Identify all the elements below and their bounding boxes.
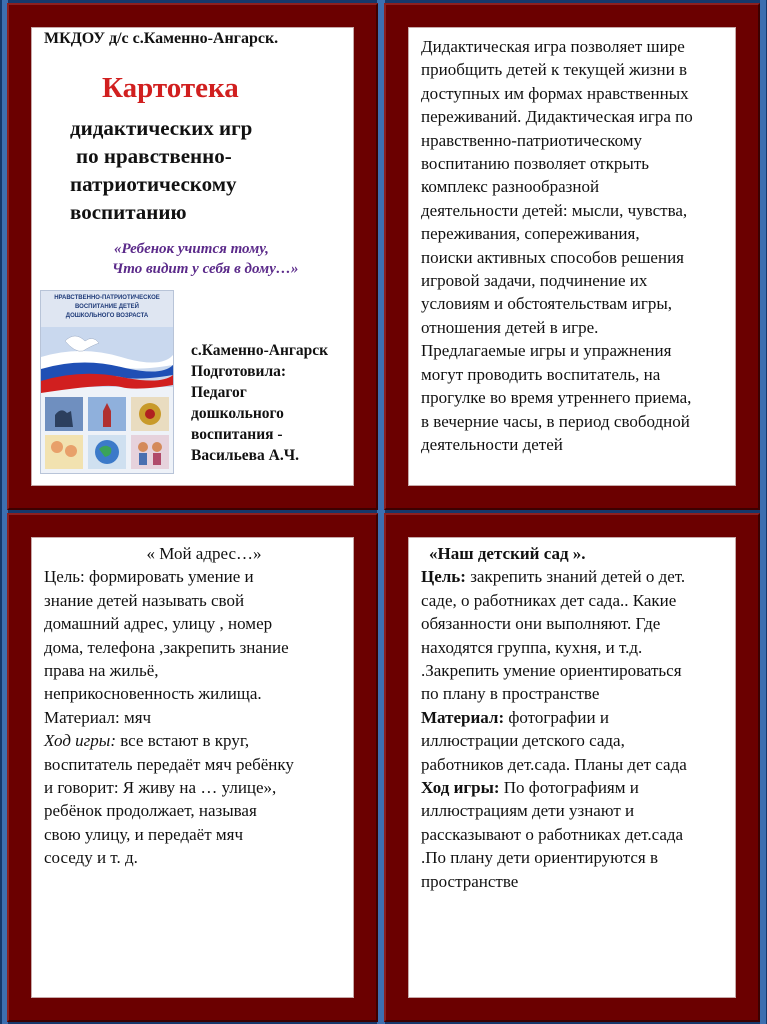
person-body <box>153 453 161 465</box>
goal-line: знание детей называть свой <box>44 590 245 610</box>
book-cover-image <box>40 290 174 474</box>
card-game-kindergarten-panel <box>408 537 736 998</box>
progress-line: ребёнок продолжает, называя <box>44 801 257 821</box>
subtitle-line: по нравственно- <box>76 144 232 168</box>
progress-line: иллюстрациям дети узнают и <box>421 801 635 821</box>
text-line: доступных им формах нравственных <box>421 83 689 103</box>
material-line: иллюстрации детского сада, <box>421 731 625 751</box>
text-line: условиям и обстоятельствам игры, <box>421 294 673 314</box>
text-line: воспитанию позволяет открыть <box>421 154 649 174</box>
page-title: Картотека <box>102 72 239 104</box>
progress-line: соседу и т. д. <box>44 848 138 868</box>
material-text: фотографии и <box>504 707 609 727</box>
child-icon <box>51 441 63 453</box>
material-label: Материал: <box>421 707 505 727</box>
text-line: деятельности детей <box>421 434 563 454</box>
text-line: приобщить детей к текущей жизни в <box>421 60 687 80</box>
credits-line: воспитания - <box>191 426 283 443</box>
child-icon <box>65 445 77 457</box>
intro-text <box>421 35 736 456</box>
progress-line: рассказывают о работниках дет.сада <box>421 824 684 844</box>
subtitle-line: дидактических игр <box>70 116 253 140</box>
card-cover-panel <box>31 27 354 486</box>
text-line: в вечерние часы, в период свободной <box>421 411 690 431</box>
tile-children <box>45 435 83 469</box>
progress-line <box>421 776 736 799</box>
progress-line: свою улицу, и передаёт мяч <box>44 824 243 844</box>
card-intro-panel <box>408 27 736 486</box>
credits-line: с.Каменно-Ангарск <box>191 342 329 359</box>
text-line: игровой задачи, подчинение их <box>421 271 648 291</box>
epigraph <box>112 239 298 279</box>
person-body <box>139 453 147 465</box>
goal-line: находятся группа, кухня, и т.д. <box>421 637 643 657</box>
goal-line: .Закрепить умение ориентироваться <box>421 661 682 681</box>
text-line: прогулке во время утреннего приема, <box>421 388 692 408</box>
text-line: Предлагаемые игры и упражнения <box>421 341 672 361</box>
goal-label: Цель: <box>421 567 466 587</box>
material-line: Материал: мяч <box>44 707 152 727</box>
material-line: работников дет.сада. Планы дет сада <box>421 754 687 774</box>
progress-line: .По плану дети ориентируются в <box>421 848 659 868</box>
progress-line: и говорит: Я живу на … улице», <box>44 778 277 798</box>
credits-line: Подготовила: <box>191 363 287 380</box>
card-intro <box>384 3 760 510</box>
goal-line: по плану в пространстве <box>421 684 600 704</box>
game-title: «Наш детский сад ». <box>429 544 586 563</box>
bg-stripe <box>760 0 766 1024</box>
person-icon <box>138 442 148 452</box>
text-line: нравственно-патриотическому <box>421 130 643 150</box>
progress-line: пространстве <box>421 871 519 891</box>
text-line: Дидактическая игра позволяет шире <box>421 37 685 56</box>
person-icon <box>152 442 162 452</box>
text-line: могут проводить воспитатель, на <box>421 364 661 384</box>
goal-line: саде, о работниках дет сада.. Какие <box>421 590 677 610</box>
goal-line: права на жильё, <box>44 661 159 681</box>
goal-line: домашний адрес, улицу , номер <box>44 614 273 634</box>
book-cover-art <box>41 327 173 473</box>
card-game-address <box>7 513 378 1022</box>
epigraph-line: «Ребенок учится тому, <box>114 241 269 257</box>
monument-icon <box>55 410 73 427</box>
progress-label: Ход игры: <box>44 731 116 751</box>
credits-line: дошкольного <box>191 405 284 422</box>
tile-family <box>131 435 169 469</box>
card-game-kindergarten <box>384 513 760 1022</box>
goal-line: дома, телефона ,закрепить знание <box>44 637 289 657</box>
game-address-content <box>44 542 354 870</box>
progress-label: Ход игры: <box>421 778 500 798</box>
progress-text: По фотографиям и <box>499 778 639 798</box>
book-cover-title-line: ВОСПИТАНИЕ ДЕТЕЙ <box>75 304 139 310</box>
text-line: переживания, сопереживания, <box>421 224 640 244</box>
text-line: переживаний. Дидактическая игра по <box>421 107 693 127</box>
org-name: МКДОУ д/с с.Каменно-Ангарск. <box>44 30 279 47</box>
credits-line: Васильева А.Ч. <box>191 447 299 464</box>
emblem-center <box>145 409 155 419</box>
text-line: деятельности детей: мысли, чувства, <box>421 200 688 220</box>
book-cover-header <box>41 291 173 327</box>
progress-line: воспитатель передаёт мяч ребёнку <box>44 754 294 774</box>
subtitle-line: воспитанию <box>70 200 187 224</box>
card-cover <box>7 3 378 510</box>
subtitle <box>70 114 252 226</box>
text-line: комплекс разнообразной <box>421 177 600 197</box>
goal-line: Цель: формировать умение и <box>44 567 254 587</box>
game-title: « Мой адрес…» <box>146 544 262 563</box>
game-kindergarten-content <box>421 542 736 893</box>
credits <box>191 340 328 466</box>
text-line: поиски активных способов решения <box>421 247 684 267</box>
goal-line <box>421 565 736 588</box>
text-line: отношения детей в игре. <box>421 317 599 337</box>
progress-text: все встают в круг, <box>115 731 250 751</box>
progress-line <box>44 729 354 752</box>
goal-line: неприкосновенность жилища. <box>44 684 262 704</box>
material-line <box>421 706 736 729</box>
goal-line: обязанности они выполняют. Где <box>421 614 661 634</box>
book-cover-title-line: ДОШКОЛЬНОГО ВОЗРАСТА <box>65 313 149 319</box>
card-game-address-panel <box>31 537 354 998</box>
subtitle-line: патриотическому <box>70 172 237 196</box>
book-cover-title-line: НРАВСТВЕННО-ПАТРИОТИЧЕСКОЕ <box>54 295 160 301</box>
epigraph-line: Что видит у себя в дому…» <box>112 261 299 277</box>
goal-text: закрепить знаний детей о дет. <box>465 567 686 587</box>
credits-line: Педагог <box>191 384 247 401</box>
